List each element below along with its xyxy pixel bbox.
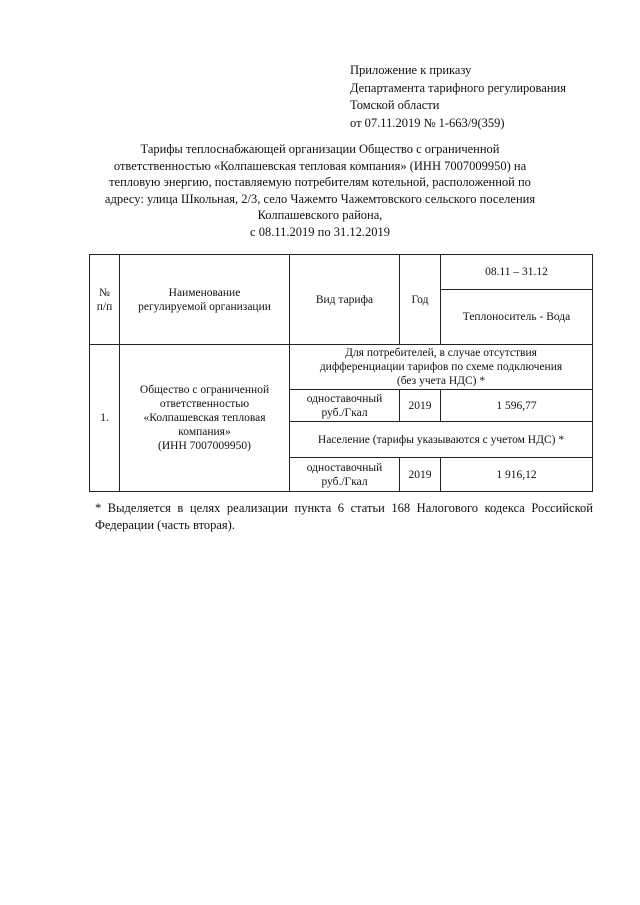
title-line-6: с 08.11.2019 по 31.12.2019 — [250, 224, 390, 239]
row-organization-line-5: (ИНН 7007009950) — [158, 440, 251, 452]
header-organization-line-2: регулируемой организации — [138, 300, 271, 313]
appendix-line-2: Департамента тарифного регулирования — [350, 80, 566, 95]
row-organization-line-4: компания» — [178, 426, 231, 438]
section-consumers-heading — [290, 345, 593, 390]
title-line-2: ответственностью «Колпашевская тепловая компания» (ИНН 7007009950) на — [113, 158, 527, 173]
header-number-line-1: № — [99, 286, 110, 299]
header-number-line-2: п/п — [96, 300, 113, 313]
row-organization — [120, 345, 290, 492]
header-tariff-type: Вид тарифа — [290, 255, 400, 345]
population-value: 1 916,12 — [441, 458, 593, 492]
appendix-line-1: Приложение к приказу — [350, 63, 472, 77]
header-organization-line-1: Наименование — [168, 286, 241, 299]
section-consumers-line-1: Для потребителей, в случае отсутствия — [345, 347, 537, 359]
consumers-tariff-type — [290, 390, 400, 422]
title-line-4: адресу: улица Школьная, 2/3, село Чажемто Чажемтовского сельского поселения — [104, 191, 536, 206]
header-period: 08.11 – 31.12 — [441, 255, 593, 290]
document-title — [95, 141, 545, 240]
appendix-line-3: Томской области — [350, 98, 440, 112]
footnote: * Выделяется в целях реализации пункта 6 статьи 168 Налогового кодекса Российской Федерации (часть вторая). — [95, 501, 593, 532]
tariff-table — [89, 254, 593, 492]
row-organization-line-3: «Колпашевская тепловая — [143, 412, 266, 424]
title-line-1: Тарифы теплоснабжающей организации Общество с ограниченной — [140, 142, 500, 156]
header-organization — [120, 255, 290, 345]
consumers-value: 1 596,77 — [441, 390, 593, 422]
consumers-year: 2019 — [400, 390, 441, 422]
consumers-tariff-line-2: руб./Гкал — [321, 406, 368, 419]
header-heat-carrier: Теплоноситель - Вода — [441, 290, 593, 345]
header-number — [90, 255, 120, 345]
appendix-header — [350, 62, 566, 132]
row-organization-line-2: ответственностью — [159, 398, 250, 410]
row-organization-line-1: Общество с ограниченной — [139, 384, 270, 396]
row-number: 1. — [90, 345, 120, 492]
section-consumers-line-3: (без учета НДС) * — [396, 375, 486, 387]
appendix-line-4: от 07.11.2019 № 1-663/9(359) — [350, 115, 505, 130]
section-population-heading: Население (тарифы указываются с учетом НДС) * — [290, 422, 593, 458]
section-consumers-line-2: дифференциации тарифов по схеме подключения — [319, 361, 563, 373]
title-line-5: Колпашевского района, — [257, 208, 383, 222]
population-tariff-type — [290, 458, 400, 492]
title-line-3: тепловую энергию, поставляемую потребителям котельной, расположенной по — [109, 175, 531, 189]
population-tariff-line-2: руб./Гкал — [321, 475, 368, 488]
consumers-tariff-line-1: одноставочный — [306, 392, 383, 405]
population-year: 2019 — [400, 458, 441, 492]
header-year: Год — [400, 255, 441, 345]
population-tariff-line-1: одноставочный — [306, 461, 383, 474]
